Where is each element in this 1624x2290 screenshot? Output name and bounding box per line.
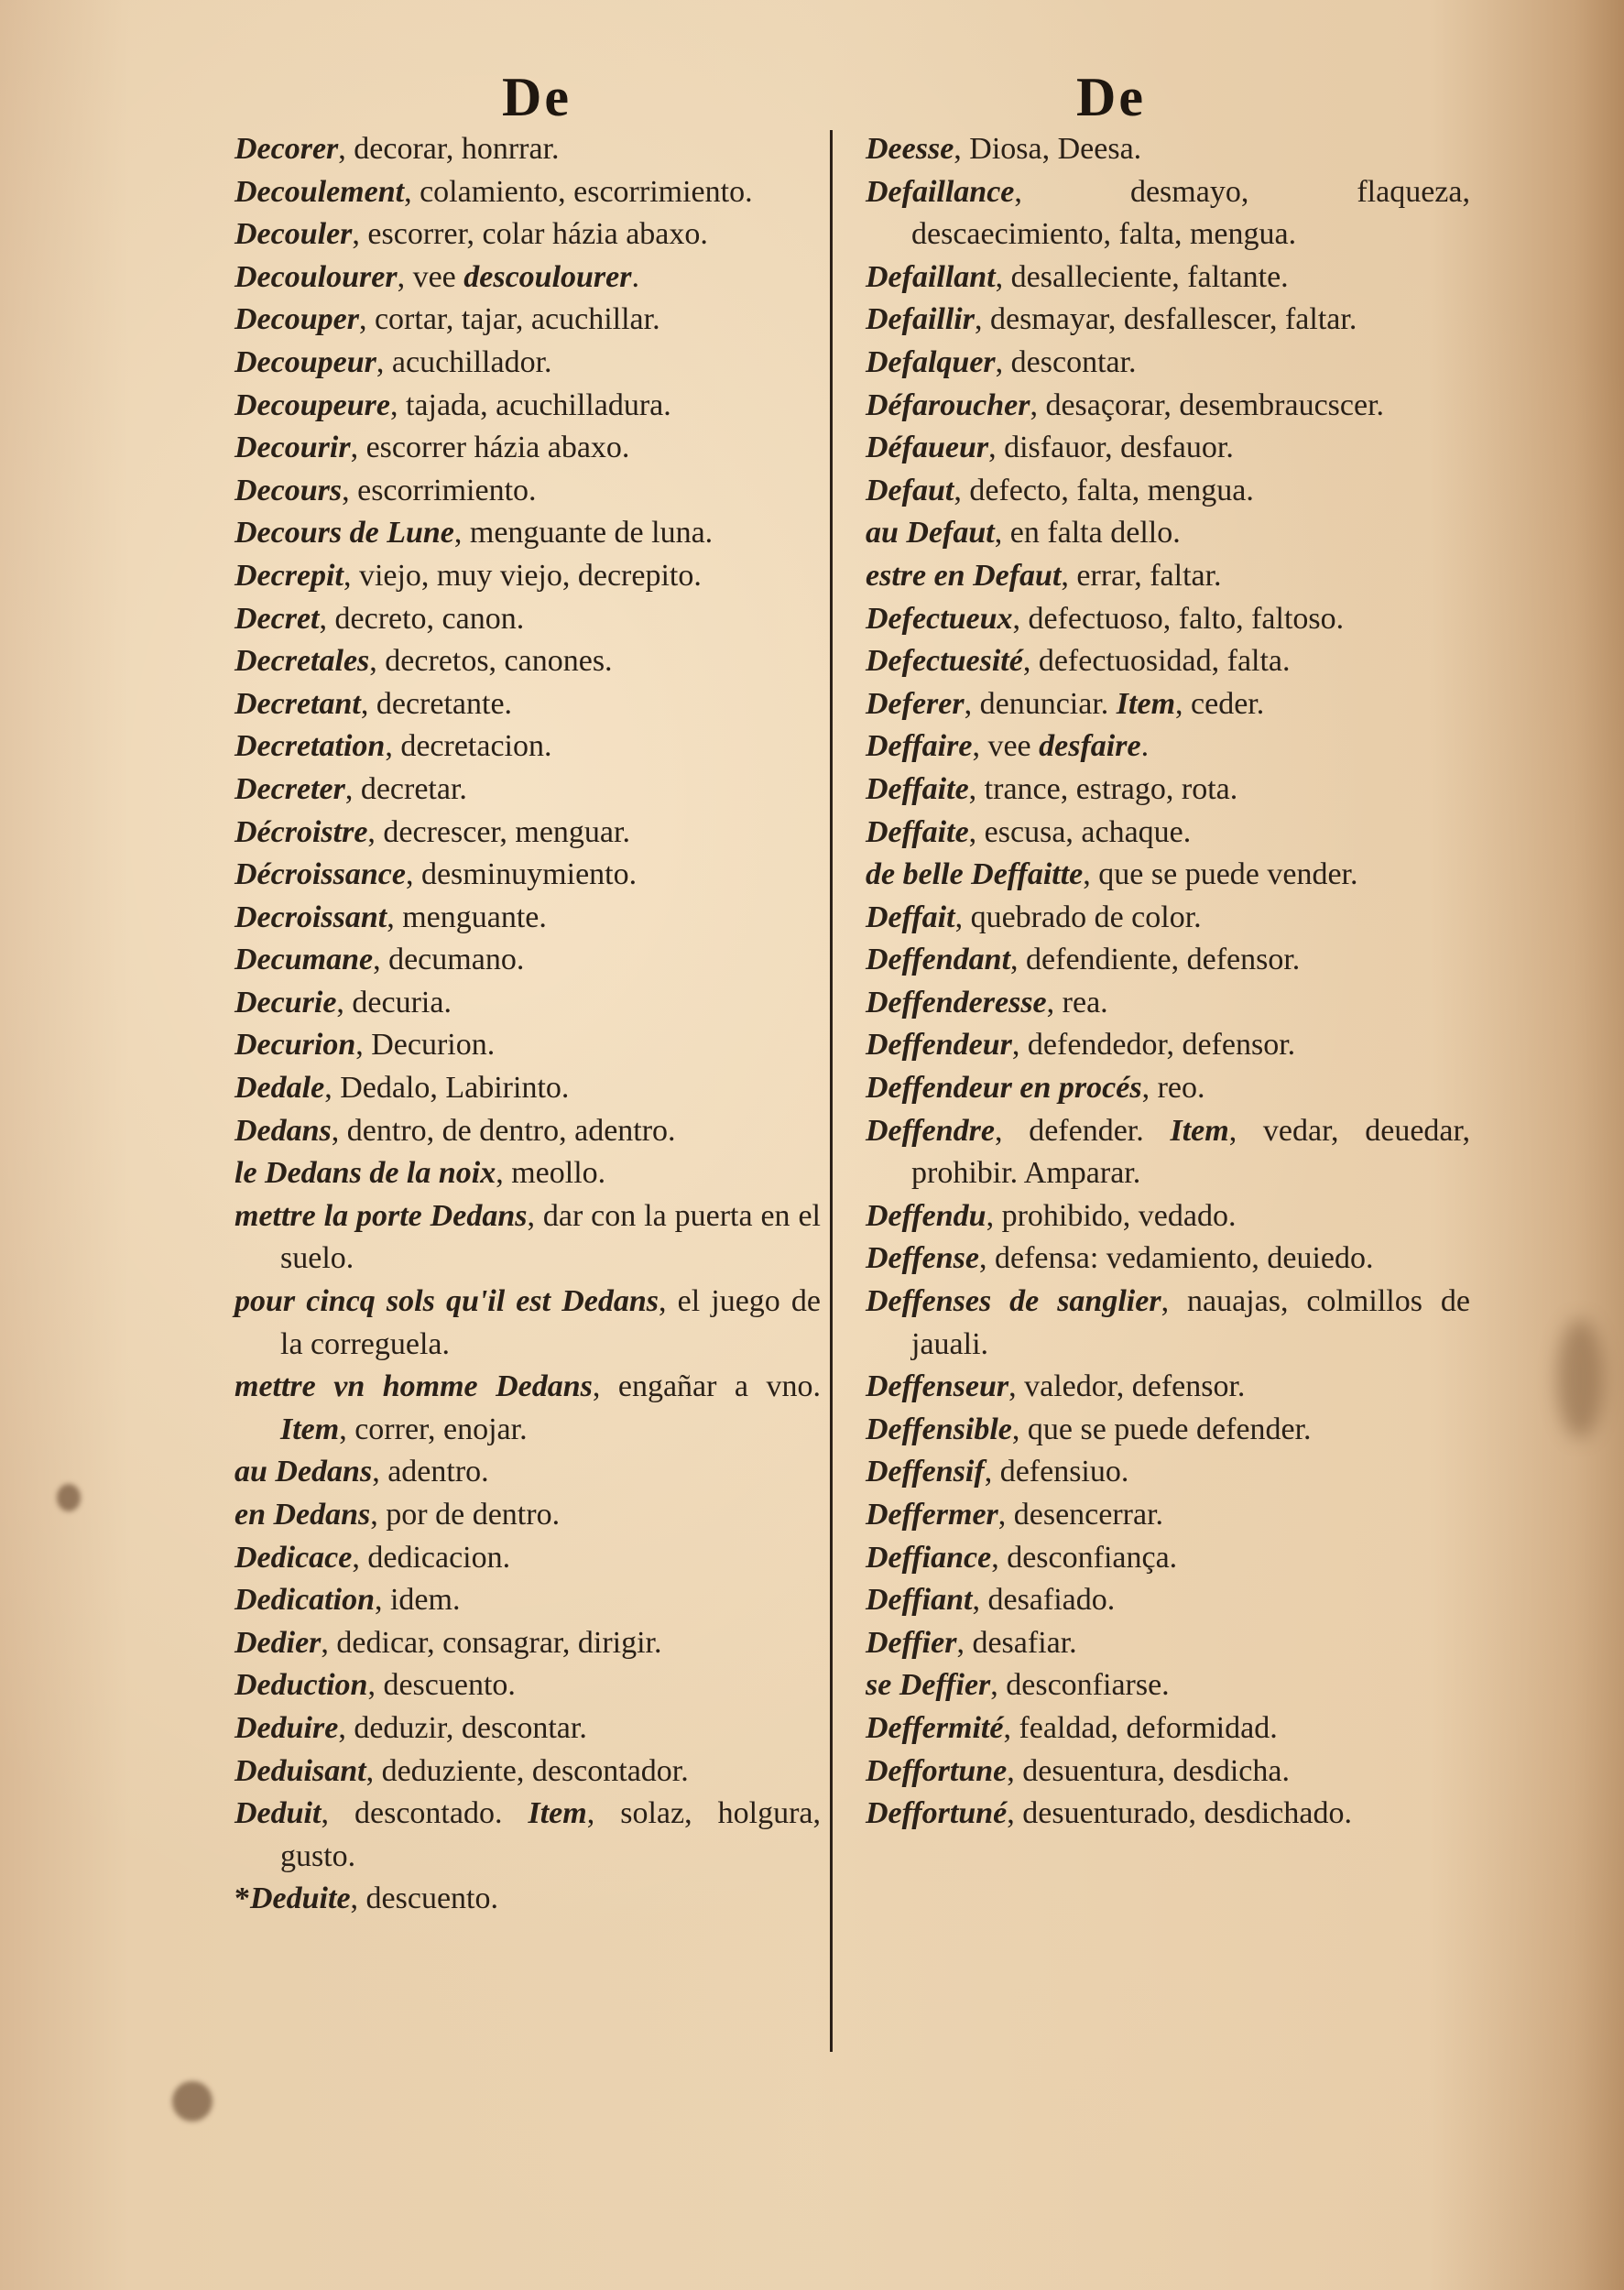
entry	[234, 171, 821, 214]
entry	[234, 427, 821, 470]
definition: , que se puede defender.	[1011, 1412, 1312, 1446]
entry	[234, 1664, 821, 1707]
definition: , idem.	[374, 1583, 461, 1618]
entry	[866, 299, 1470, 342]
entry	[866, 555, 1470, 598]
headword: Deffortuné	[866, 1796, 1008, 1831]
definition: , descontado.	[321, 1796, 529, 1831]
entry	[866, 1281, 1470, 1366]
definition: , decretos, canones.	[369, 644, 613, 679]
definition: , defectuosidad, falta.	[1022, 644, 1291, 679]
headword: Deffier	[866, 1625, 957, 1660]
headword: Deduction	[234, 1668, 368, 1703]
definition: , decreto, canon.	[319, 601, 525, 636]
entry	[866, 385, 1470, 428]
headword: Deesse	[866, 132, 954, 166]
entry	[866, 128, 1470, 171]
entry	[866, 470, 1470, 513]
definition-cont: , solaz, holgura, gusto.	[280, 1796, 821, 1873]
headword: Defalquer	[866, 344, 996, 379]
definition-cont: .	[631, 259, 639, 294]
headword: Deffenses de sanglier	[866, 1284, 1161, 1319]
entry	[866, 683, 1470, 726]
headword: Dedale	[234, 1071, 325, 1106]
definition: , decumano.	[373, 943, 525, 977]
definition: , decorar, honrrar.	[338, 132, 560, 166]
definition: , defendiente, defensor.	[1010, 943, 1301, 977]
entry	[866, 1110, 1470, 1195]
headword: Deffensif	[866, 1455, 985, 1489]
definition: , errar, faltar.	[1061, 558, 1222, 593]
entry	[234, 1195, 821, 1281]
definition: , engañar a vno.	[592, 1369, 821, 1404]
entry	[866, 1195, 1470, 1238]
entry	[866, 897, 1470, 940]
definition-cont: .	[1140, 729, 1150, 764]
headword: Decurion	[234, 1028, 356, 1063]
definition: , desmayo, flaqueza, descaecimiento, falta, mengua.	[911, 174, 1470, 252]
entry	[234, 1537, 821, 1580]
definition: , desuentura, desdicha.	[1007, 1753, 1290, 1788]
definition: , tajada, acuchilladura.	[389, 387, 671, 422]
definition: , escorrer, colar házia abaxo.	[352, 217, 708, 252]
entry	[234, 854, 821, 897]
headword: Decrepit	[234, 558, 343, 593]
definition: , desuenturado, desdichado.	[1007, 1796, 1352, 1831]
headword: Deduisant	[234, 1753, 366, 1788]
entry	[866, 640, 1470, 683]
entry	[234, 385, 821, 428]
headword: Defaillance	[866, 174, 1015, 209]
headword: Decretales	[234, 644, 370, 679]
definition-cont: , correr, enojar.	[339, 1412, 528, 1446]
definition: , acuchillador.	[376, 344, 552, 379]
ink-stain	[1557, 1319, 1603, 1438]
entry	[866, 427, 1470, 470]
entry	[234, 342, 821, 385]
entry	[234, 512, 821, 555]
headword: Deffaire	[866, 729, 973, 764]
definition: , menguante.	[387, 900, 547, 934]
headword: Deduire	[234, 1710, 339, 1745]
definition: , prohibido, vedado.	[986, 1198, 1237, 1233]
headword: Defectueux	[866, 601, 1013, 636]
definition: , defensa: vedamiento, deuiedo.	[979, 1241, 1374, 1276]
entry	[866, 1067, 1470, 1110]
headword: Deffortune	[866, 1753, 1008, 1788]
definition: , deduzir, descontar.	[338, 1710, 587, 1745]
definition: , descontar.	[995, 344, 1137, 379]
headword: au Dedans	[234, 1455, 373, 1489]
definition: , rea.	[1046, 985, 1108, 1020]
definition: , defensiuo.	[984, 1455, 1129, 1489]
definition: , Diosa, Deesa.	[954, 132, 1142, 166]
definition: , en falta dello.	[994, 516, 1181, 551]
headword: Deferer	[866, 686, 965, 721]
headword: mettre la porte Dedans	[234, 1198, 528, 1233]
definition: , defecto, falta, mengua.	[954, 473, 1254, 507]
entry	[866, 1238, 1470, 1281]
headword: au Defaut	[866, 516, 995, 551]
headword: Decours de Lune	[234, 516, 454, 551]
entry	[866, 1537, 1470, 1580]
headword: Deffensible	[866, 1412, 1012, 1446]
headword: Dedans	[234, 1113, 332, 1148]
entry	[234, 939, 821, 982]
cross-reference: desfaire	[1039, 729, 1141, 764]
entry	[234, 1110, 821, 1153]
header-right: De	[1076, 67, 1146, 127]
definition: , quebrado de color.	[954, 900, 1202, 934]
headword: Defectuesité	[866, 644, 1023, 679]
definition: , vee	[972, 729, 1040, 764]
entry	[234, 1622, 821, 1665]
entry	[866, 1750, 1470, 1794]
headword: Dedication	[234, 1583, 375, 1618]
entry	[234, 299, 821, 342]
definition: , desafiado.	[972, 1583, 1116, 1618]
entry	[234, 128, 821, 171]
entry	[866, 1494, 1470, 1537]
entry	[234, 1707, 821, 1750]
headword: Deffaite	[866, 771, 969, 806]
entry	[866, 598, 1470, 641]
headword: Deffendeur	[866, 1028, 1012, 1063]
entry	[866, 512, 1470, 555]
headword: Decret	[234, 601, 320, 636]
entry	[866, 939, 1470, 982]
headword: Défaroucher	[866, 387, 1030, 422]
entry	[234, 598, 821, 641]
entry	[866, 1622, 1470, 1665]
headword: le Dedans de la noix	[234, 1156, 496, 1191]
definition: , disfauor, desfauor.	[988, 431, 1234, 465]
definition: , desafiar.	[956, 1625, 1077, 1660]
definition: , dentro, de dentro, adentro.	[331, 1113, 676, 1148]
item-note: Item	[1170, 1113, 1229, 1148]
left-column	[234, 128, 821, 1921]
ink-stain	[57, 1484, 81, 1511]
headword: Défaueur	[866, 431, 989, 465]
headword: Decreter	[234, 771, 345, 806]
item-note: Item	[1116, 686, 1176, 721]
headword: Decouler	[234, 217, 353, 252]
definition: , desminuymiento.	[405, 857, 638, 892]
entry	[234, 640, 821, 683]
headword: Decretant	[234, 686, 361, 721]
entry	[234, 982, 821, 1025]
definition: , cortar, tajar, acuchillar.	[358, 302, 660, 337]
definition: , reo.	[1141, 1071, 1205, 1106]
column-divider	[830, 130, 833, 2052]
headword: pour cincq sols qu'il est Dedans	[234, 1284, 659, 1319]
headword: Deffiant	[866, 1583, 973, 1618]
entry	[234, 1878, 821, 1921]
entry	[234, 1152, 821, 1195]
entry	[866, 1707, 1470, 1750]
headword: Deffendre	[866, 1113, 995, 1148]
entry	[234, 1366, 821, 1451]
entry	[234, 213, 821, 256]
definition: , Dedalo, Labirinto.	[324, 1071, 570, 1106]
headword: mettre vn homme Dedans	[234, 1369, 593, 1404]
entry	[866, 1793, 1470, 1836]
definition: , decretante.	[360, 686, 513, 721]
definition: , decuria.	[336, 985, 452, 1020]
definition: , meollo.	[496, 1156, 606, 1191]
entry	[866, 769, 1470, 812]
headword: Decours	[234, 473, 343, 507]
definition: , decretar.	[344, 771, 467, 806]
headword: Decouper	[234, 302, 359, 337]
definition-cont: , vedar, deuedar, prohibir. Amparar.	[911, 1113, 1470, 1191]
entry	[234, 1494, 821, 1537]
headword: Deffaite	[866, 814, 969, 849]
headword: Dedier	[234, 1625, 322, 1660]
entry	[866, 1451, 1470, 1494]
entry	[866, 812, 1470, 855]
item-note: Item	[280, 1412, 340, 1446]
headword: Decurie	[234, 985, 337, 1020]
definition: , defectuoso, falto, faltoso.	[1012, 601, 1345, 636]
definition: , desconfiança.	[991, 1540, 1178, 1575]
entry	[234, 725, 821, 769]
definition: , por de dentro.	[370, 1498, 561, 1532]
definition: , desencerrar.	[997, 1498, 1164, 1532]
definition-cont: , ceder.	[1175, 686, 1265, 721]
asterisk-mark: *	[234, 1881, 250, 1916]
entry	[866, 1579, 1470, 1622]
cross-reference: descoulourer	[463, 259, 632, 294]
headword: Deffendant	[866, 943, 1011, 977]
definition: , el juego de la correguela.	[280, 1284, 822, 1361]
headword: Deffendeur en procés	[866, 1071, 1142, 1106]
headword: Defaut	[866, 473, 954, 507]
entry	[866, 854, 1470, 897]
headword: Décroistre	[234, 814, 368, 849]
entry	[866, 256, 1470, 300]
headword: Defaillir	[866, 302, 975, 337]
entry	[866, 982, 1470, 1025]
definition: , colamiento, escorrimiento.	[404, 174, 753, 209]
entry	[866, 1024, 1470, 1067]
headword: Decretation	[234, 729, 386, 764]
headword: de belle Deffaitte	[866, 857, 1084, 892]
headword: se Deffier	[866, 1668, 991, 1703]
entry	[866, 1664, 1470, 1707]
headword: Dedicace	[234, 1540, 353, 1575]
headword: Defaillant	[866, 259, 996, 294]
definition: , dar con la puerta en el suelo.	[280, 1198, 821, 1276]
right-column	[866, 128, 1470, 1836]
definition: , escusa, achaque.	[968, 814, 1192, 849]
entry	[234, 1793, 821, 1878]
entry	[866, 171, 1470, 256]
headword: Decorer	[234, 132, 339, 166]
headword: estre en Defaut	[866, 558, 1062, 593]
headword: Deduite	[250, 1881, 351, 1916]
entry	[234, 470, 821, 513]
definition: , dedicacion.	[352, 1540, 511, 1575]
definition: , descuento.	[350, 1881, 498, 1916]
definition: , Decurion.	[355, 1028, 496, 1063]
entry	[234, 1750, 821, 1794]
headword: Decoupeur	[234, 344, 376, 379]
entry	[234, 812, 821, 855]
entry	[234, 1067, 821, 1110]
definition: , descuento.	[367, 1668, 516, 1703]
definition: , escorrer házia abaxo.	[350, 431, 630, 465]
entry	[866, 1366, 1470, 1409]
definition: , denunciar.	[964, 686, 1117, 721]
definition: , adentro.	[372, 1455, 489, 1489]
entry	[234, 683, 821, 726]
entry	[234, 1451, 821, 1494]
headword: Deffermer	[866, 1498, 998, 1532]
ink-stain	[172, 2081, 213, 2121]
definition: , escorrimiento.	[342, 473, 537, 507]
headword: Deduit	[234, 1796, 322, 1831]
entry	[234, 1281, 821, 1366]
entry	[866, 725, 1470, 769]
definition: , defender.	[995, 1113, 1171, 1148]
item-note: Item	[528, 1796, 587, 1831]
definition: , menguante de luna.	[453, 516, 714, 551]
headword: Deffenseur	[866, 1369, 1009, 1404]
header-left: De	[502, 67, 572, 127]
headword: en Dedans	[234, 1498, 371, 1532]
definition: , que se puede vender.	[1083, 857, 1358, 892]
headword: Deffait	[866, 900, 955, 934]
definition: , dedicar, consagrar, dirigir.	[321, 1625, 662, 1660]
definition: , decrescer, menguar.	[367, 814, 630, 849]
definition: , desaçorar, desembraucscer.	[1030, 387, 1385, 422]
definition: , trance, estrago, rota.	[968, 771, 1238, 806]
definition: , valedor, defensor.	[1008, 1369, 1246, 1404]
definition: , nauajas, colmillos de jauali.	[911, 1284, 1470, 1361]
headword: Décroissance	[234, 857, 406, 892]
headword: Decumane	[234, 943, 374, 977]
definition: , desalleciente, faltante.	[995, 259, 1289, 294]
headword: Decourir	[234, 431, 351, 465]
definition: , viejo, muy viejo, decrepito.	[343, 558, 702, 593]
headword: Decoulement	[234, 174, 405, 209]
headword: Deffense	[866, 1241, 979, 1276]
entry	[866, 1409, 1470, 1452]
entry	[234, 769, 821, 812]
entry	[234, 1024, 821, 1067]
definition: , defendedor, defensor.	[1011, 1028, 1296, 1063]
headword: Decoupeure	[234, 387, 390, 422]
entry	[234, 256, 821, 300]
definition: , desconfiarse.	[990, 1668, 1170, 1703]
headword: Deffenderesse	[866, 985, 1047, 1020]
entry	[234, 1579, 821, 1622]
entry	[866, 342, 1470, 385]
definition: , fealdad, deformidad.	[1003, 1710, 1278, 1745]
headword: Deffendu	[866, 1198, 986, 1233]
definition: , vee	[397, 259, 464, 294]
definition: , deduziente, descontador.	[365, 1753, 689, 1788]
headword: Decroissant	[234, 900, 387, 934]
headword: Deffiance	[866, 1540, 992, 1575]
definition: , decretacion.	[385, 729, 552, 764]
definition: , desmayar, desfallescer, faltar.	[974, 302, 1357, 337]
entry	[234, 897, 821, 940]
headword: Decoulourer	[234, 259, 398, 294]
entry	[234, 555, 821, 598]
headword: Deffermité	[866, 1710, 1004, 1745]
